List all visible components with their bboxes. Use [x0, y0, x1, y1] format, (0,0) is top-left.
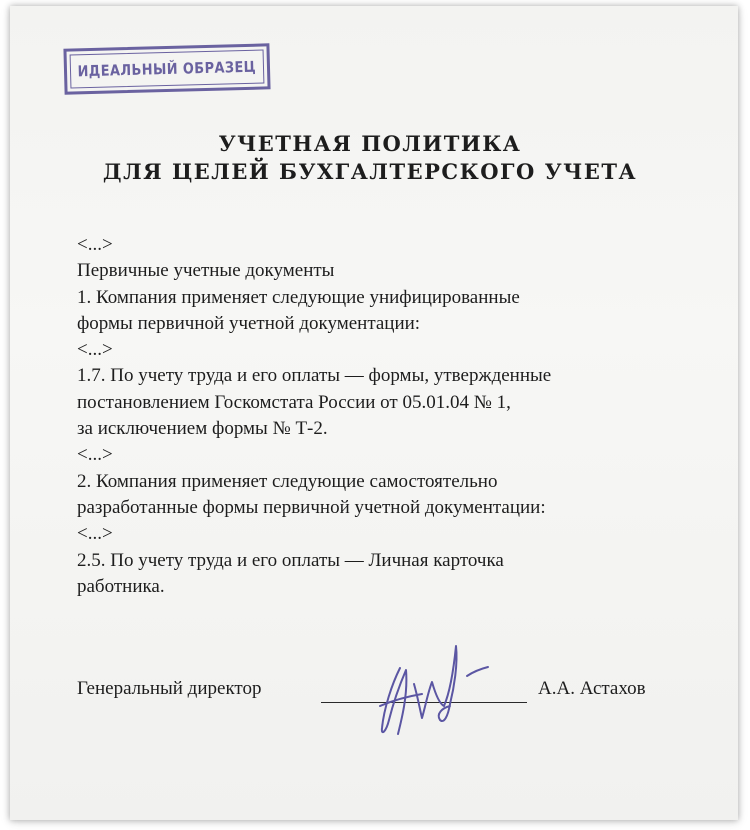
- body-line: <...>: [77, 523, 113, 545]
- body-line: 1.7. По учету труда и его оплаты — формы, утвержденные: [77, 365, 552, 387]
- body-line: постановлением Госкомстата России от 05.01.04 № 1,: [77, 391, 511, 413]
- body-line: разработанные формы первичной учетной документации:: [77, 496, 546, 518]
- signer-position: Генеральный директор: [77, 678, 262, 699]
- body-line: <...>: [77, 234, 113, 255]
- body-line: <...>: [77, 444, 113, 466]
- document-body: [77, 232, 697, 600]
- body-line: 1. Компания применяет следующие унифицированные: [77, 286, 520, 308]
- body-line: за исключением формы № Т-2.: [77, 418, 328, 440]
- body-line: <...>: [77, 339, 113, 361]
- stamp-text: ИДЕАЛЬНЫЙ ОБРАЗЕЦ: [77, 57, 257, 81]
- body-line: работника.: [77, 575, 165, 597]
- handwritten-signature: [370, 624, 500, 744]
- sample-stamp: [63, 43, 270, 94]
- body-line: Первичные учетные документы: [77, 260, 335, 282]
- document-title-line-2: ДЛЯ ЦЕЛЕЙ БУХГАЛТЕРСКОГО УЧЕТА: [102, 159, 638, 184]
- document-title-line-1: УЧЕТНАЯ ПОЛИТИКА: [218, 131, 522, 156]
- body-line: формы первичной учетной документации:: [77, 312, 421, 334]
- signer-name: А.А. Астахов: [538, 678, 646, 699]
- body-line: 2.5. По учету труда и его оплаты — Личная карточка: [77, 549, 504, 571]
- body-line: 2. Компания применяет следующие самостоятельно: [77, 470, 498, 492]
